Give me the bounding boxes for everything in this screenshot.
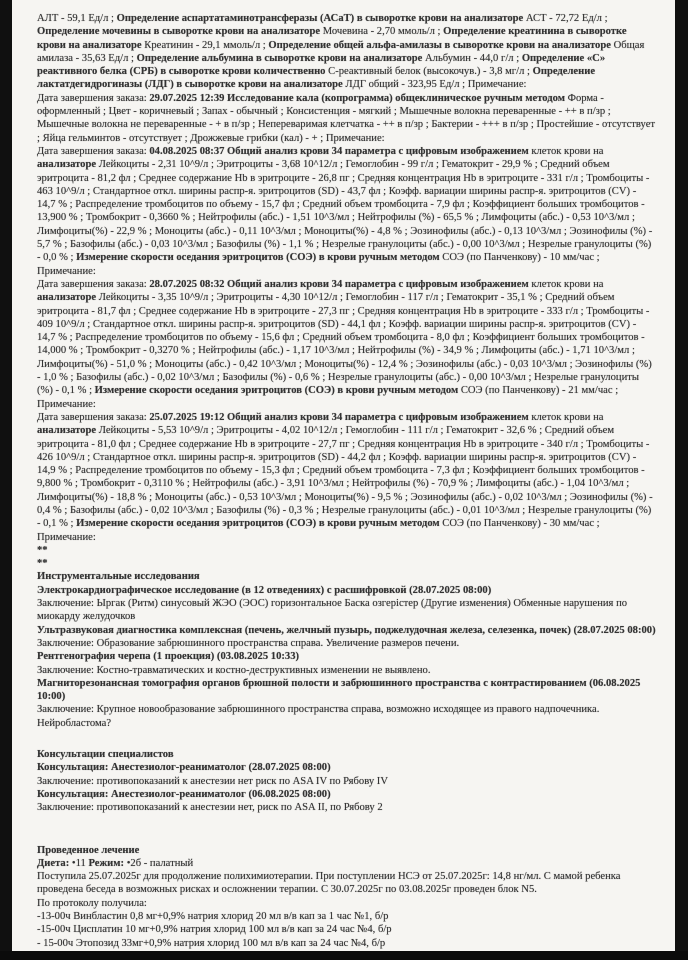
biochemistry-results bbox=[37, 12, 657, 92]
ultrasound-conclusion bbox=[37, 637, 657, 650]
cbc-2025-07-28-text-run: Лейкоциты - 3,35 10^9/л ; Эритроциты - 4,30 10^12/л ; Гемоглобин - 117 г/л ; Гематокрит - 35,1 % ; Средний объем эритроцита - 81,7 фл ; Среднее содержание Hb в эритроците - 27,3 пг ; Средняя концентрация Hb в эритроците - 333 г/л ; Тромбоциты - 409 10^9/л ; Стандартное откл. ширины распр-я. эритроцитов (SD) - 44,1 фл ; Коэфф. вариации ширины распр-я. эритроцитов (CV) - 14,7 % ; Распределение тромбоцитов по объему - 15,6 фл ; Средний объем тромбоцита - 8,0 фл ; Коэффициент больших тромбоцитов - 14,000 % ; Тромбокрит - 0,3270 % ; Нейтрофилы (абс.) - 1,17 10^3/мл ; Нейтрофилы (%) - 34,9 % ; Лимфоциты (абс.) - 1,71 10^3/мл ; Лимфоциты(%) - 51,0 % ; Моноциты (абс.) - 0,42 10^3/мл ; Моноциты(%) - 12,4 % ; Эозинофилы (абс.) - 0,03 10^3/мл ; Эозинофилы (%) - 1,0 % ; Базофилы (абс.) - 0,02 10^3/мл ; Базофилы (%) - 0,6 % ; Незрелые гранулоциты (абс.) - 0,00 10^3/мл ; Незрелые гранулоциты (%) - 0,1 % ; bbox=[37, 292, 652, 397]
biochemistry-results-bold-run: Определение лактатдегидрогиназы (ЛДГ) в сыворотке крови на анализаторе bbox=[37, 66, 596, 91]
diet-regimen-line-bold-run: Режим: bbox=[88, 857, 127, 869]
biochemistry-results-bold-run: Определение аспартатаминотрансферазы (АСаТ) в сыворотке крови на анализаторе bbox=[116, 13, 526, 24]
drug-line-vinblastine bbox=[37, 910, 657, 923]
protocol-received-line-text-run: По протоколу получила: bbox=[37, 897, 147, 909]
cbc-2025-08-04-text-run: клеток крови на bbox=[531, 145, 604, 157]
biochemistry-results-text-run: АСТ - 72,72 Ед/л ; bbox=[525, 13, 608, 24]
biochemistry-results-text-run: Альбумин - 44,0 г/л ; bbox=[425, 52, 522, 64]
diet-regimen-line bbox=[37, 857, 657, 870]
biochemistry-results-bold-run: Определение альбумина в сыворотке крови на анализаторе bbox=[136, 52, 426, 64]
cbc-2025-08-04-bold-run: Измерение скорости оседания эритроцитов (СОЭ) в крови ручным методом bbox=[76, 252, 443, 264]
consultation-1-conclusion bbox=[37, 775, 657, 788]
biochemistry-results-text-run: АЛТ - 59,1 Ед/л ; bbox=[37, 13, 117, 24]
document-page bbox=[12, 0, 675, 951]
consultation-1-title-bold-run: Консультация: Анестезиолог-реаниматолог (28.07.2025 08:00) bbox=[37, 762, 331, 774]
drug-line-cisplatin-text-run: -15-00ч Цисплатин 10 мг+0,9% натрия хлорид 100 мл в/в кап за 24 час №4, б/р bbox=[37, 924, 392, 936]
drug-line-vinblastine-text-run: -13-00ч Винбластин 0,8 мг+0,9% натрия хлорид 20 мл в/в кап за 1 час №1, б/р bbox=[37, 911, 389, 922]
cbc-2025-07-28 bbox=[37, 278, 657, 411]
consultation-1-title bbox=[37, 761, 657, 774]
biochemistry-results-text-run: ЛДГ общий - 323,95 Ед/л ; Примечание: bbox=[345, 79, 527, 91]
skull-xray-conclusion-text-run: Заключение: Костно-травматических и костно-деструктивных изменении не выявлено. bbox=[37, 664, 431, 676]
biochemistry-results-bold-run: Определение «С» реактивного белка (СРБ) в сыворотке крови количественно bbox=[37, 52, 606, 78]
cbc-2025-07-25-text-run: СОЭ (по Панченкову) - 30 мм/час ; Примечание: bbox=[37, 518, 600, 543]
cbc-2025-07-28-bold-run: 28.07.2025 08:32 Общий анализ крови 34 параметра с цифровым изображением bbox=[149, 278, 532, 290]
skull-xray-title bbox=[37, 650, 657, 663]
treatment-heading-bold-run: Проведенное лечение bbox=[37, 844, 140, 856]
ecg-conclusion bbox=[37, 597, 657, 624]
cbc-2025-07-28-text-run: Дата завершения заказа: bbox=[37, 278, 150, 290]
cbc-2025-07-28-bold-run: анализаторе bbox=[37, 292, 99, 304]
biochemistry-results-bold-run: Определение мочевины в сыворотке крови на анализаторе bbox=[37, 26, 323, 38]
ecg-title-bold-run: Электрокардиографическое исследование (в 12 отведениях) с расшифровкой (28.07.2025 08:00) bbox=[37, 584, 492, 596]
consultations-heading-bold-run: Консультации специалистов bbox=[37, 749, 174, 761]
cbc-2025-07-28-text-run: СОЭ (по Панченкову) - 21 мм/час ; Примечание: bbox=[37, 385, 619, 410]
stool-coprogram-text-run: Дата завершения заказа: bbox=[37, 92, 150, 104]
cbc-2025-08-04-text-run: Дата завершения заказа: bbox=[37, 145, 150, 157]
biochemistry-results-text-run: Мочевина - 2,70 ммоль/л ; bbox=[322, 26, 444, 38]
asterisk-line-2 bbox=[37, 557, 657, 570]
stool-coprogram bbox=[37, 92, 657, 145]
treatment-course-paragraph bbox=[37, 870, 657, 897]
treatment-heading bbox=[37, 844, 657, 857]
skull-xray-title-bold-run: Рентгенография черепа (1 проекция) (03.08.2025 10:33) bbox=[37, 651, 300, 663]
ultrasound-title-bold-run: Ультразвуковая диагностика комплексная (печень, желчный пузырь, поджелудочная железа, селезенка, почек) (28.07.2025 08:00) bbox=[37, 624, 656, 636]
diet-regimen-line-text-run: •11 bbox=[71, 857, 89, 869]
asterisk-line-1-bold-run: ** bbox=[37, 544, 48, 556]
cbc-2025-08-04-bold-run: 04.08.2025 08:37 Общий анализ крови 34 параметра с цифровым изображением bbox=[149, 145, 532, 157]
cbc-2025-08-04 bbox=[37, 145, 657, 278]
drug-line-cisplatin bbox=[37, 923, 657, 936]
biochemistry-results-text-run: Общая амилаза - 35,63 Ед/л ; bbox=[37, 39, 645, 64]
instrumental-studies-heading-bold-run: Инструментальные исследования bbox=[37, 571, 200, 583]
cbc-2025-07-28-text-run: клеток крови на bbox=[531, 278, 604, 290]
diet-regimen-line-text-run: •2б - палатный bbox=[126, 857, 194, 869]
treatment-course-paragraph-text-run: Поступила 25.07.2025г для продолжение полихимиотерапии. При поступлении НСЭ от 25.07.2025г: 14,8 нг/мл. С мамой ребенка проведена беседа в возможных рисках и осложнении терапии. С 30.07.2025г по 03.08.2025г проведен блок N5. bbox=[37, 871, 621, 896]
biochemistry-results-text-run: С-реактивный белок (высокочув.) - 3,8 мг/л ; bbox=[328, 66, 533, 78]
ultrasound-title bbox=[37, 624, 657, 637]
cbc-2025-07-25-text-run: Дата завершения заказа: bbox=[37, 411, 150, 423]
ultrasound-conclusion-text-run: Заключение: Образование забрюшинного пространства справа. Увеличение размеров печени. bbox=[37, 637, 460, 649]
consultation-2-title-bold-run: Консультация: Анестезиолог-реаниматолог (06.08.2025 08:00) bbox=[37, 788, 331, 800]
bottom-border bbox=[0, 951, 688, 960]
consultation-2-conclusion bbox=[37, 801, 657, 814]
cbc-2025-07-25-text-run: Лейкоциты - 5,53 10^9/л ; Эритроциты - 4,02 10^12/л ; Гемоглобин - 111 г/л ; Гематокрит - 32,6 % ; Средний объем эритроцита - 81,0 фл ; Среднее содержание Hb в эритроците - 27,7 пг ; Средняя концентрация Hb в эритроците - 340 г/л ; Тромбоциты - 426 10^9/л ; Стандартное откл. ширины распр-я. эритроцитов (SD) - 44,2 фл ; Коэфф. вариации ширины распр-я. эритроцитов (CV) - 14,9 % ; Распределение тромбоцитов по объему - 15,3 фл ; Средний объем тромбоцита - 7,3 фл ; Коэффициент больших тромбоцитов - 9,800 % ; Тромбокрит - 0,3110 % ; Нейтрофилы (абс.) - 3,91 10^3/мл ; Нейтрофилы (%) - 70,9 % ; Лимфоциты (абс.) - 1,04 10^3/мл ; Лимфоциты(%) - 18,8 % ; Моноциты (абс.) - 0,53 10^3/мл ; Моноциты(%) - 9,5 % ; Эозинофилы (абс.) - 0,02 10^3/мл ; Эозинофилы (%) - 0,4 % ; Базофилы (абс.) - 0,02 10^3/мл ; Базофилы (%) - 0,3 % ; Незрелые гранулоциты (абс.) - 0,01 10^3/мл ; Незрелые гранулоциты (%) - 0,1 % ; bbox=[37, 425, 653, 530]
biochemistry-results-text-run: Креатинин - 29,1 ммоль/л ; bbox=[144, 39, 269, 51]
cbc-2025-07-25-bold-run: анализаторе bbox=[37, 425, 99, 437]
mri-title bbox=[37, 677, 657, 704]
asterisk-line-2-bold-run: ** bbox=[37, 558, 48, 570]
consultation-1-conclusion-text-run: Заключение: противопоказаний к анестезии нет риск по ASA IV по Рябову IV bbox=[37, 775, 388, 787]
instrumental-studies-heading bbox=[37, 570, 657, 583]
document-content bbox=[12, 0, 675, 950]
cbc-2025-07-25-bold-run: Измерение скорости оседания эритроцитов (СОЭ) в крови ручным методом bbox=[76, 518, 443, 530]
left-border bbox=[0, 0, 12, 960]
biochemistry-results-bold-run: Определение креатинина в сыворотке крови на анализаторе bbox=[37, 26, 627, 51]
cbc-2025-08-04-text-run: Лейкоциты - 2,31 10^9/л ; Эритроциты - 3,68 10^12/л ; Гемоглобин - 99 г/л ; Гематокрит - 29,9 % ; Средний объем эритроцита - 81,2 фл ; Среднее содержание Hb в эритроците - 26,8 пг ; Средняя концентрация Hb в эритроците - 331 г/л ; Тромбоциты - 463 10^9/л ; Стандартное откл. ширины распр-я. эритроцитов (SD) - 43,7 фл ; Коэфф. вариации ширины распр-я. эритроцитов (CV) - 14,7 % ; Распределение тромбоцитов по объему - 15,7 фл ; Средний объем тромбоцита - 7,9 фл ; Коэффициент больших тромбоцитов - 13,900 % ; Тромбокрит - 0,3660 % ; Нейтрофилы (абс.) - 1,51 10^3/мл ; Нейтрофилы (%) - 65,5 % ; Лимфоциты (абс.) - 0,53 10^3/мл ; Лимфоциты(%) - 22,9 % ; Моноциты (абс.) - 0,11 10^3/мл ; Моноциты(%) - 4,8 % ; Эозинофилы (абс.) - 0,13 10^3/мл ; Эозинофилы (%) - 5,7 % ; Базофилы (абс.) - 0,03 10^3/мл ; Базофилы (%) - 1,1 % ; Незрелые гранулоциты (абс.) - 0,00 10^3/мл ; Незрелые гранулоциты (%) - 0,0 % ; bbox=[37, 159, 653, 264]
cbc-2025-07-28-bold-run: Измерение скорости оседания эритроцитов (СОЭ) в крови ручным методом bbox=[94, 385, 461, 397]
consultation-2-title bbox=[37, 788, 657, 801]
stool-coprogram-text-run: Форма - оформленный ; Цвет - коричневый ; Запах - обычный ; Консистенция - мягкий ; Мышечные волокна переваренные - ++ в п/зр ; Мышечные волокна не переваренные - + в п/зр ; Непереваримая клетчатка - ++ в п/зр ; Бактерии - +++ в п/зр ; Простейшие - отсутствует ; Яйца гельминтов - отсутствует ; Дрожжевые грибки (кал) - + ; Примечание: bbox=[37, 92, 656, 144]
asterisk-line-1 bbox=[37, 544, 657, 557]
ecg-conclusion-text-run: Заключение: Ыргак (Ритм) синусовый ЖЭО (ЭОС) горизонтальное Баска озгерістер (Другие изменения) Обменные нарушения по миокарду желудочков bbox=[37, 598, 628, 623]
right-border bbox=[675, 0, 688, 960]
skull-xray-conclusion bbox=[37, 664, 657, 677]
mri-conclusion bbox=[37, 703, 657, 730]
cbc-2025-07-25-text-run: клеток крови на bbox=[531, 411, 604, 423]
protocol-received-line bbox=[37, 897, 657, 910]
cbc-2025-07-25 bbox=[37, 411, 657, 544]
cbc-2025-08-04-text-run: СОЭ (по Панченкову) - 10 мм/час ; Примечание: bbox=[37, 252, 600, 277]
biochemistry-results-bold-run: Определение общей альфа-амилазы в сыворотке крови на анализаторе bbox=[268, 39, 614, 51]
cbc-2025-07-25-bold-run: 25.07.2025 19:12 Общий анализ крови 34 параметра с цифровым изображением bbox=[149, 411, 532, 423]
consultation-2-conclusion-text-run: Заключение: противопоказаний к анестезии нет, риск по ASA II, по Рябову 2 bbox=[37, 802, 383, 814]
mri-title-bold-run: Магниторезонансная томография органов брюшной полости и забрюшинного пространства с контрастированием (06.08.2025 10:00) bbox=[37, 677, 641, 703]
diet-regimen-line-bold-run: Диета: bbox=[37, 857, 72, 869]
mri-conclusion-text-run: Заключение: Крупное новообразование забрюшинного пространства справа, возможно исходящее из правого надпочечника. Нейробластома? bbox=[37, 704, 600, 729]
drug-line-etoposide-text-run: - 15-00ч Этопозид 33мг+0,9% натрия хлорид 100 мл в/в кап за 24 час №4, б/р bbox=[37, 937, 386, 949]
consultations-heading bbox=[37, 748, 657, 761]
stool-coprogram-bold-run: 29.07.2025 12:39 Исследование кала (копрограмма) общеклиническое ручным методом bbox=[149, 92, 568, 104]
cbc-2025-08-04-bold-run: анализаторе bbox=[37, 159, 99, 171]
ecg-title bbox=[37, 584, 657, 597]
drug-line-etoposide bbox=[37, 937, 657, 950]
